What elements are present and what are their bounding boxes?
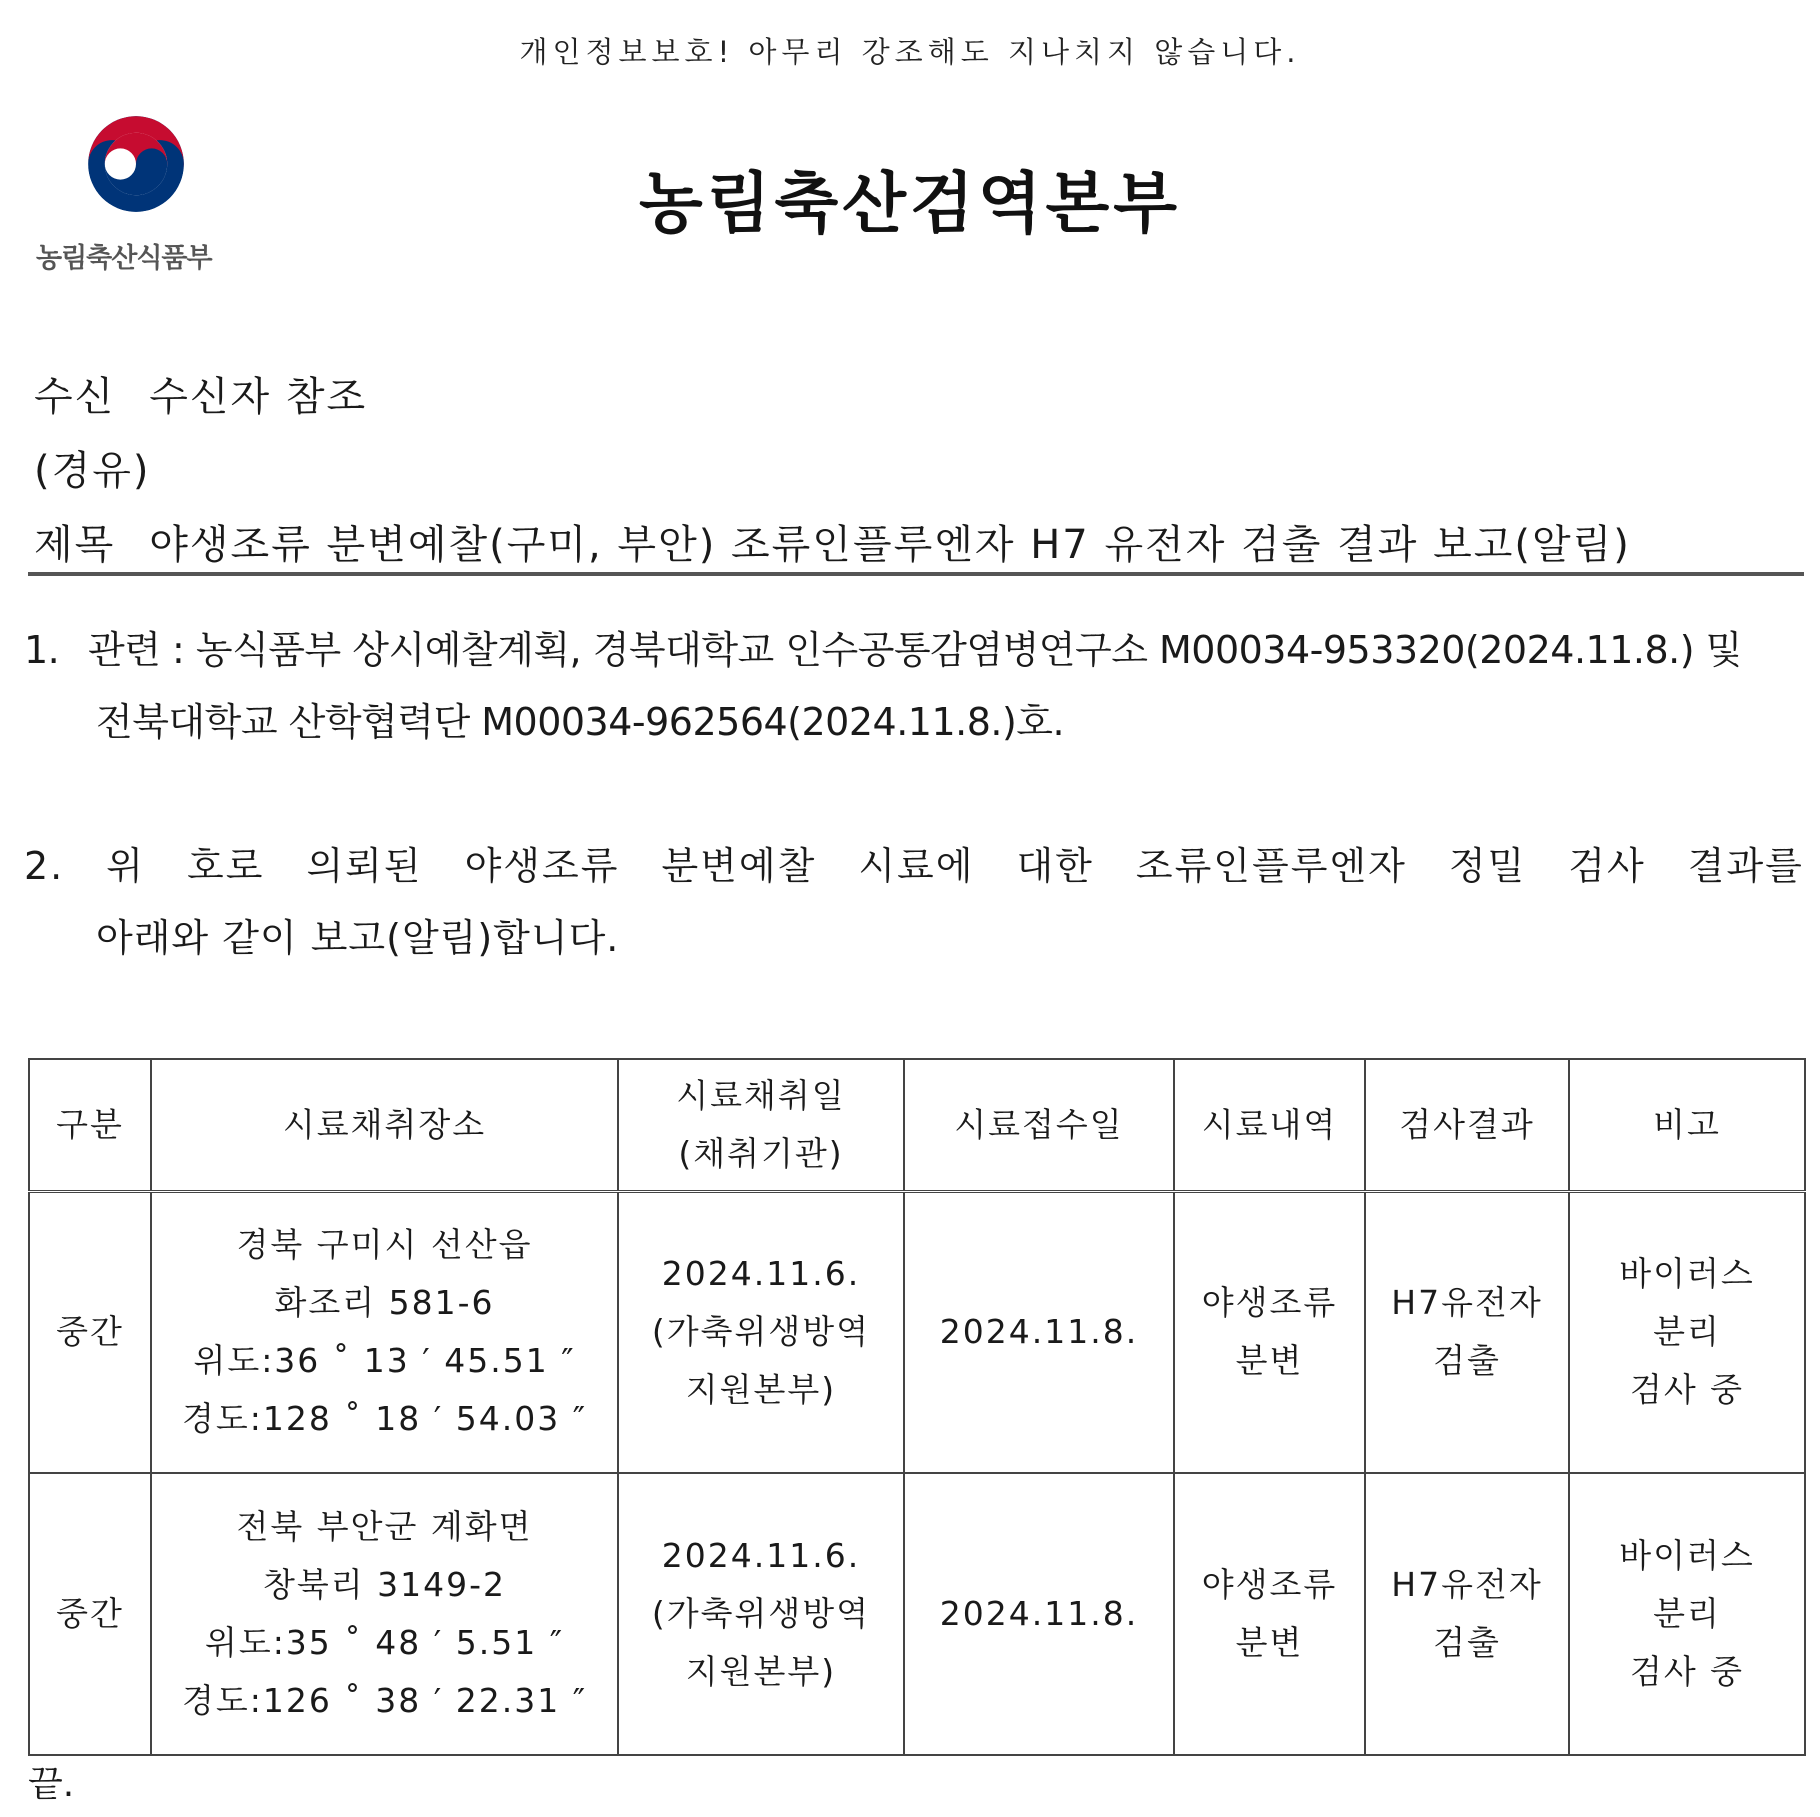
- header-remark: 비고: [1569, 1059, 1805, 1191]
- location-line: 위도:35 ˚ 48 ′ 5.51 ″: [204, 1623, 565, 1662]
- p2-word: 검사: [1568, 844, 1646, 888]
- header-category: 구분: [29, 1059, 151, 1191]
- header-date-line1: 시료채취일: [676, 1075, 846, 1115]
- sample-line: 분변: [1235, 1623, 1304, 1662]
- p2-word: 의뢰된: [306, 844, 423, 888]
- location-line: 위도:36 ˚ 13 ′ 45.51 ″: [193, 1341, 576, 1381]
- date-line: 2024.11.6.: [661, 1536, 861, 1575]
- date-line: (가축위생방역: [651, 1312, 871, 1352]
- table-row: [29, 1473, 1805, 1755]
- recipient-line: [34, 360, 1804, 434]
- remark-line: 바이러스: [1619, 1254, 1755, 1294]
- location-line: 경도:128 ˚ 18 ′ 54.03 ″: [181, 1399, 588, 1439]
- result-line: 검출: [1433, 1623, 1501, 1662]
- recipient-value: 수신자 참조: [149, 374, 368, 420]
- paragraph-1-line2: 전북대학교 산학협력단 M00034-962564(2024.11.8.)호.: [96, 700, 1065, 744]
- result-line: H7유전자: [1391, 1283, 1543, 1323]
- sample-line: 야생조류: [1201, 1283, 1338, 1323]
- cell-remark: [1569, 1191, 1805, 1473]
- cell-result: [1365, 1191, 1569, 1473]
- privacy-notice: 개인정보보호! 아무리 강조해도 지나치지 않습니다.: [519, 35, 1301, 69]
- p2-word: 호로: [187, 844, 265, 888]
- sample-line: 분변: [1235, 1341, 1304, 1381]
- p2-word: 결과를: [1687, 844, 1804, 888]
- header-received: 시료접수일: [904, 1059, 1174, 1191]
- subject-line: [34, 508, 1804, 582]
- table-row: [29, 1191, 1805, 1473]
- paragraph-2: [24, 830, 1804, 974]
- remark-line: 바이러스: [1619, 1536, 1755, 1575]
- date-line: (가축위생방역: [651, 1594, 871, 1633]
- cell-result: [1365, 1473, 1569, 1755]
- p2-word: 대한: [1016, 844, 1094, 888]
- header-date-line2: (채취기관): [678, 1133, 844, 1173]
- via-label: (경유): [34, 448, 151, 494]
- date-line: 지원본부): [685, 1652, 837, 1691]
- result-line: H7유전자: [1391, 1565, 1543, 1604]
- subject-label: 제목: [34, 522, 116, 568]
- header-divider: [28, 572, 1804, 576]
- paragraph-1-line1: 관련 : 농식품부 상시예찰계획, 경북대학교 인수공통감염병연구소 M00034-953320(2024.11.8.) 및: [88, 628, 1742, 672]
- table-header-row: [29, 1059, 1805, 1191]
- cell-received: 2024.11.8.: [904, 1191, 1174, 1473]
- cell-sample: [1174, 1473, 1365, 1755]
- date-line: 2024.11.6.: [661, 1254, 861, 1294]
- cell-sample: [1174, 1191, 1365, 1473]
- cell-category: 중간: [29, 1191, 151, 1473]
- sample-line: 야생조류: [1201, 1565, 1338, 1604]
- remark-line: 검사 중: [1629, 1370, 1745, 1410]
- p2-word: 정밀: [1448, 844, 1527, 888]
- header-result: 검사결과: [1365, 1059, 1569, 1191]
- cell-location: [151, 1191, 618, 1473]
- cell-date: [618, 1473, 904, 1755]
- remark-line: 검사 중: [1629, 1652, 1745, 1691]
- p2-word: 조류인플루엔자: [1135, 844, 1407, 888]
- date-line: 지원본부): [685, 1370, 837, 1410]
- header-date: [618, 1059, 904, 1191]
- paragraph-2-line1: [24, 830, 1804, 902]
- document-header: [34, 360, 1804, 582]
- remark-line: 분리: [1653, 1312, 1721, 1352]
- p2-word: 시료에: [858, 844, 975, 888]
- remark-line: 분리: [1653, 1594, 1721, 1633]
- location-line: 창북리 3149-2: [262, 1565, 506, 1604]
- cell-received: 2024.11.8.: [904, 1473, 1174, 1755]
- location-line: 경북 구미시 선산읍: [236, 1225, 533, 1265]
- recipient-label: 수신: [34, 374, 116, 420]
- paragraph-2-line2: 아래와 같이 보고(알림)합니다.: [96, 916, 620, 960]
- logo-text: 농림축산식품부: [36, 243, 212, 274]
- result-table: [28, 1058, 1806, 1756]
- cell-location: [151, 1473, 618, 1755]
- end-mark: 끝.: [28, 1764, 75, 1805]
- via-line: [34, 434, 1804, 508]
- subject-value: 야생조류 분변예찰(구미, 부안) 조류인플루엔자 H7 유전자 검출 결과 보고(알림): [149, 522, 1631, 568]
- cell-remark: [1569, 1473, 1805, 1755]
- result-line: 검출: [1433, 1341, 1501, 1381]
- header-sample: 시료내역: [1174, 1059, 1365, 1191]
- cell-date: [618, 1191, 904, 1473]
- paragraph-1-number: 1.: [24, 628, 60, 672]
- paragraph-2-number: 2.: [24, 844, 65, 888]
- location-line: 전북 부안군 계화면: [236, 1507, 533, 1546]
- location-line: 경도:126 ˚ 38 ′ 22.31 ″: [181, 1681, 588, 1720]
- header-location: 시료채취장소: [151, 1059, 618, 1191]
- cell-category: 중간: [29, 1473, 151, 1755]
- p2-word: 분변예찰: [661, 844, 817, 888]
- p2-word: 야생조류: [464, 844, 620, 888]
- agency-title: 농림축산검역본부: [638, 165, 1182, 242]
- p2-word: 위: [106, 844, 145, 888]
- location-line: 화조리 581-6: [274, 1283, 495, 1323]
- paragraph-1: [24, 614, 1804, 758]
